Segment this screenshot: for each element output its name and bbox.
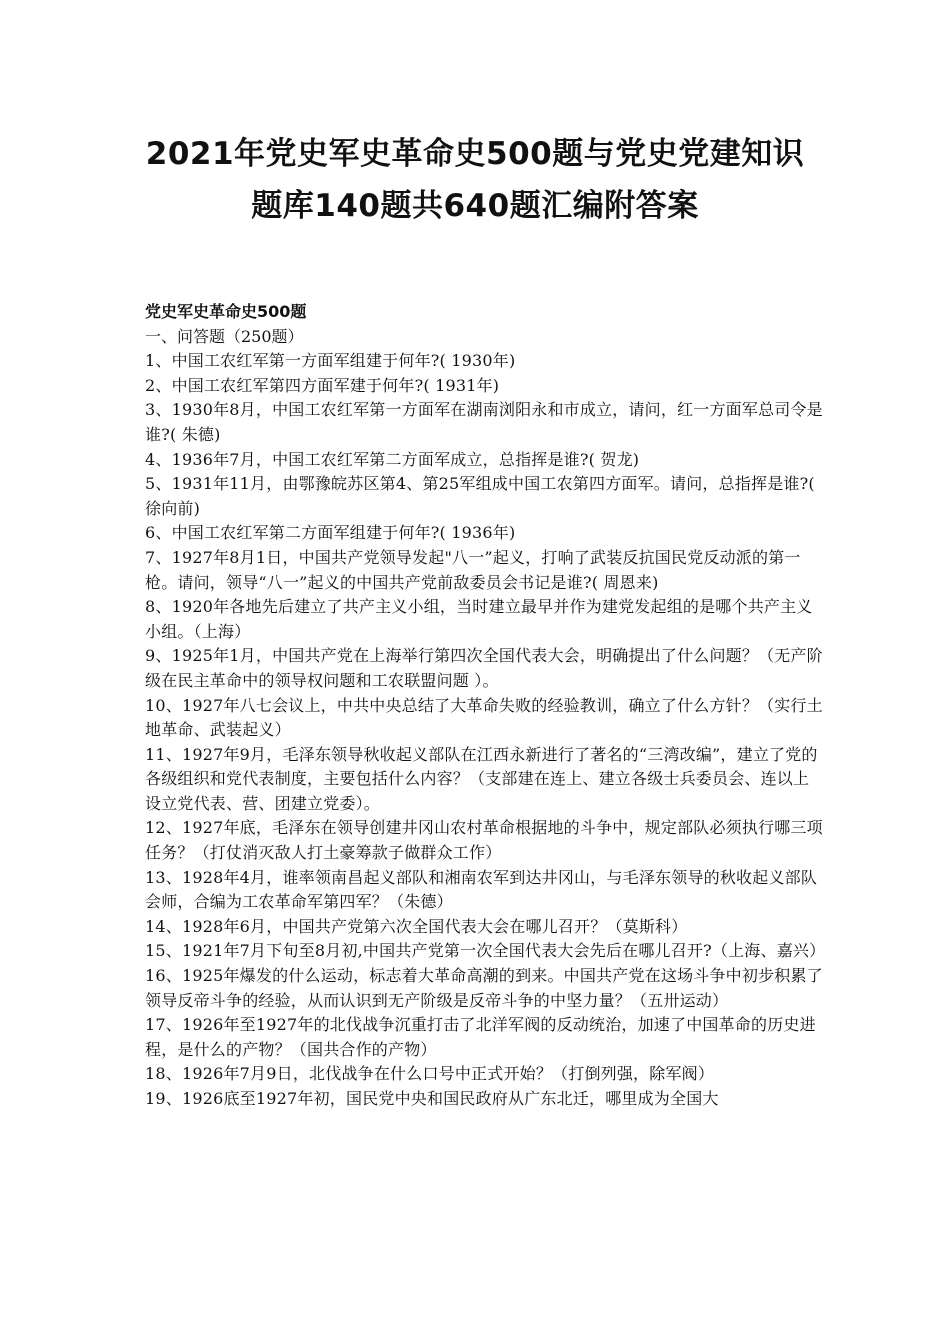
question-item: 17、1926年至1927年的北伐战争沉重打击了北洋军阀的反动统治，加速了中国革命的历史进程，是什么的产物？（国共合作的产物）	[145, 1015, 816, 1059]
document-title	[80, 128, 870, 232]
question-item: 7、1927年8月1日，中国共产党领导发起"八一”起义，打响了武装反抗国民党反动派的第一枪。请问，领导“八一”起义的中国共产党前敌委员会书记是谁?( 周恩来)	[145, 547, 801, 592]
question-item: 3、1930年8月，中国工农红军第一方面军在湖南浏阳永和市成立，请问，红一方面军总司令是谁?( 朱德)	[145, 400, 823, 444]
question-item: 15、1921年7月下旬至8月初,中国共产党第一次全国代表大会先后在哪儿召开?（上海、嘉兴）	[145, 941, 826, 961]
question-item: 10、1927年八七会议上，中共中央总结了大革命失败的经验教训，确立了什么方针？（实行土地革命、武装起义）	[145, 695, 823, 740]
question-item: 6、中国工农红军第二方面军组建于何年?( 1936年)	[145, 523, 516, 543]
section-heading: 党史军史革命史500题	[145, 302, 307, 321]
question-item: 12、1927年底，毛泽东在领导创建井冈山农村革命根据地的斗争中，规定部队必须执行哪三项任务？（打仗消灭敌人打土豪筹款子做群众工作）	[145, 818, 823, 863]
question-item: 19、1926底至1927年初，国民党中央和国民政府从广东北迁，哪里成为全国大	[145, 1089, 719, 1108]
question-item: 13、1928年4月，谁率领南昌起义部队和湘南农军到达井冈山，与毛泽东领导的秋收起义部队会师，合编为工农革命军第四军？（朱德）	[145, 867, 818, 912]
question-item: 8、1920年各地先后建立了共产主义小组，当时建立最早并作为建党发起组的是哪个共产主义小组。（上海）	[145, 597, 813, 641]
question-item: 5、1931年11月，由鄂豫皖苏区第4、第25军组成中国工农第四方面军。请问，总指挥是谁?( 徐向前)	[145, 474, 815, 518]
subheading: 一、问答题（250题）	[145, 326, 304, 346]
question-item: 11、1927年9月，毛泽东领导秋收起义部队在江西永新进行了著名的“三湾改编”，建立了党的各级组织和党代表制度，主要包括什么内容？（支部建在连上、建立各级士兵委员会、连以上设立党代表、营、团建立党委）。	[145, 744, 818, 813]
title-line-1: 2021年党史军史革命史500题与党史党建知识	[145, 136, 805, 172]
question-item: 1、中国工农红军第一方面军组建于何年?( 1930年)	[145, 351, 516, 371]
question-item: 14、1928年6月，中国共产党第六次全国代表大会在哪儿召开？（莫斯科）	[145, 916, 688, 936]
question-item: 16、1925年爆发的什么运动，标志着大革命高潮的到来。中国共产党在这场斗争中初步积累了领导反帝斗争的经验，从而认识到无产阶级是反帝斗争的中坚力量？（五卅运动）	[145, 966, 823, 1010]
question-item: 18、1926年7月9日，北伐战争在什么口号中正式开始？（打倒列强，除军阀）	[145, 1064, 715, 1084]
question-item: 2、中国工农红军第四方面军建于何年?( 1931年)	[145, 375, 500, 395]
title-line-2: 题库140题共640题汇编附答案	[251, 188, 699, 224]
question-item: 4、1936年7月，中国工农红军第二方面军成立，总指挥是谁?( 贺龙)	[145, 449, 640, 469]
document-body	[145, 300, 825, 1112]
question-item: 9、1925年1月，中国共产党在上海举行第四次全国代表大会，明确提出了什么问题？（无产阶级在民主革命中的领导权问题和工农联盟问题 ）。	[145, 646, 823, 690]
